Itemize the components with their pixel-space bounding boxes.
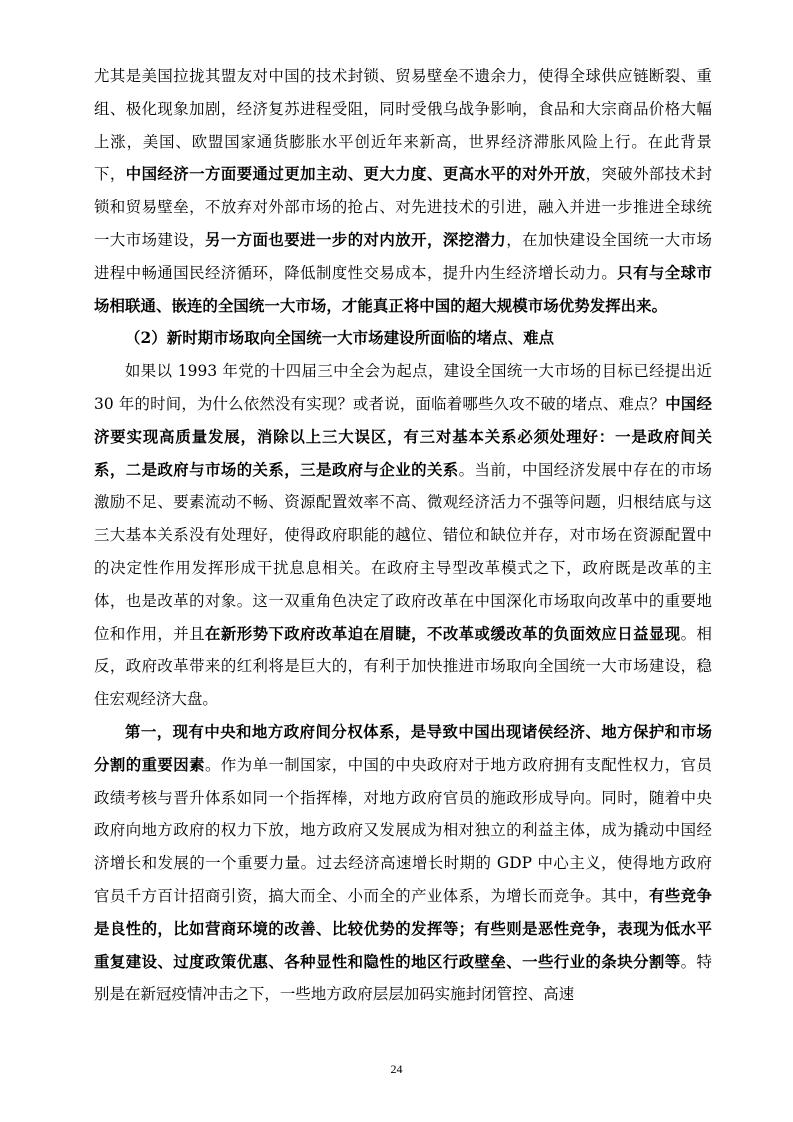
body-paragraph — [94, 716, 712, 1011]
text-span: 。当前，中国经济发展中存在的市场激励不足、要素流动不畅、资源配置效率不高、微观经济活力不强等问题，归根结底与这三大基本关系没有处理好，使得政府职能的越位、错位和缺位并存，对市场在资源配置中的决定性作用发挥形成干扰息息相关。在政府主导型改革模式之下，政府既是改革的主体，也是改革的对象。这一双重角色决定了政府改革在中国深化市场取向改革中的重要地位和作用，并且 — [94, 460, 712, 643]
body-paragraph — [94, 355, 712, 716]
bold-text-span: 中国经济一方面要通过更加主动、更大力度、更高水平的对外开放 — [125, 165, 586, 184]
text-span: 如果以 1993 年党的十四届三中全会为起点，建设全国统一大市场的目标已经提出近 30 年的时间，为什么依然没有实现？或者说，面临着哪些久攻不破的堵点、难点？ — [94, 362, 712, 413]
bold-text-span: （2）新时期市场取向全国统一大市场建设所面临的堵点、难点 — [125, 329, 555, 348]
bold-text-span: 中国经济要实现高质量发展，消除以上三大误区，有三对基本关系必须处理好：一是政府间关系，二是政府与市场的关系，三是政府与企业的关系 — [94, 394, 712, 479]
bold-text-span: 只有与全球市场相联通、嵌连的全国统一大市场，才能真正将中国的超大规模市场优势发挥出来。 — [94, 263, 712, 315]
bold-text-span: 在新形势下政府改革迫在眉睫，不改革或缓改革的负面效应日益显现 — [205, 624, 681, 643]
text-span: 。特别是在新冠疫情冲击之下，一些地方政府层层加码实施封闭管控、高速 — [94, 952, 713, 1004]
body-paragraph — [94, 60, 712, 322]
section-heading — [94, 322, 712, 355]
bold-text-span: 有些竞争是良性的，比如营商环境的改善、比较优势的发挥等；有些则是恶性竞争，表现为低水平重复建设、过度政策优惠、各种显性和隐性的地区行政壁垒、一些行业的条块分割等 — [94, 886, 712, 971]
page-number: 24 — [390, 1062, 403, 1076]
text-span: 尤其是美国拉拢其盟友对中国的技术封锁、贸易壁垒不遗余力，使得全球供应链断裂、重组、极化现象加剧，经济复苏进程受阻，同时受俄乌战争影响，食品和大宗商品价格大幅上涨，美国、欧盟国家通货膨胀水平创近年来新高，世界经济滞胀风险上行。在此背景下， — [94, 67, 712, 184]
text-span: 。作为单一制国家，中国的中央政府对于地方政府拥有支配性权力，官员政绩考核与晋升体系如同一个指挥棒，对地方政府官员的施政形成导向。同时，随着中央政府向地方政府的权力下放，地方政府又发展成为相对独立的利益主体，成为撬动中国经济增长和发展的一个重要力量。过去经济高速增长时期的 GDP 中心主义，使得地方政府官员千方百计招商引资，搞大而全、小而全的产业体系，为增长而竞争。其中， — [94, 755, 713, 905]
text-span: 。相反，政府改革带来的红利将是巨大的，有利于加快推进市场取向全国统一大市场建设，稳住宏观经济大盘。 — [94, 624, 713, 709]
text-span: ，在加快建设全国统一大市场进程中畅通国民经济循环，降低制度性交易成本，提升内生经济增长动力。 — [94, 230, 713, 282]
text-span: ，突破外部技术封锁和贸易壁垒，不放弃对外部市场的抢占、对先进技术的引进，融入并进一步推进全球统一大市场建设， — [94, 165, 712, 249]
bold-text-span: 另一方面也要进一步的对内放开，深挖潜力 — [205, 230, 507, 249]
bold-text-span: 第一，现有中央和地方政府间分权体系，是导致中国出现诸侯经济、地方保护和市场分割的重要因素 — [94, 722, 712, 774]
document-body — [94, 60, 712, 1011]
